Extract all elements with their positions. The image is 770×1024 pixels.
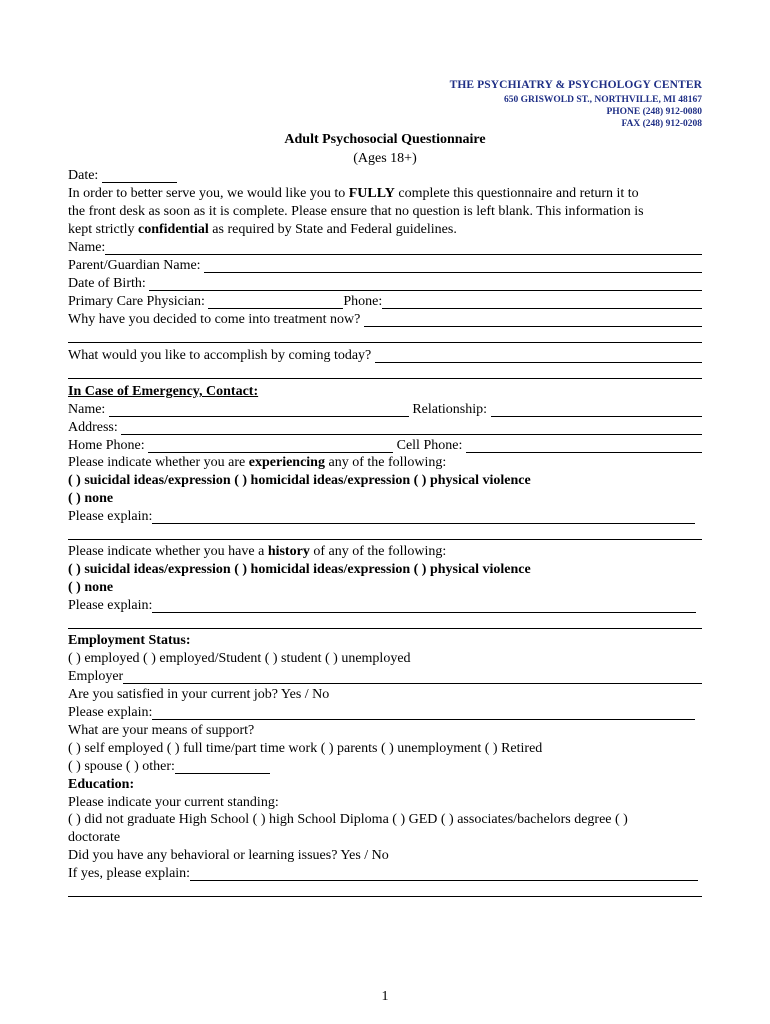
education-explain-row <box>68 865 698 883</box>
prompt-emphasis: history <box>267 544 310 559</box>
emergency-name-field[interactable] <box>109 402 409 417</box>
pcp-row <box>68 293 702 311</box>
accomplish-row <box>68 347 702 365</box>
name-field[interactable] <box>105 240 702 255</box>
education-explain-label: If yes, please explain: <box>68 866 191 881</box>
intro-emphasis: FULLY <box>348 186 395 201</box>
experiencing-prompt <box>68 454 702 472</box>
experiencing-options[interactable]: ( ) suicidal ideas/expression ( ) homicidal ideas/expression ( ) physical violence <box>68 473 531 488</box>
experiencing-explain-label: Please explain: <box>68 509 153 524</box>
intro-text: In order to better serve you, we would like you to <box>68 186 349 201</box>
emergency-address-label: Address: <box>68 420 122 435</box>
intro-text: the front desk as soon as it is complete. Please ensure that no question is left blank. This information is <box>68 204 644 219</box>
history-explain-label: Please explain: <box>68 598 153 613</box>
job-satisfied-question[interactable]: Are you satisfied in your current job? Yes / No <box>68 687 330 702</box>
date-row <box>68 167 702 185</box>
behavioral-row <box>68 847 702 865</box>
emergency-address-field[interactable] <box>121 420 702 435</box>
experiencing-none-option[interactable]: ( ) none <box>68 491 114 506</box>
intro-emphasis: confidential <box>138 222 209 237</box>
education-explain-field[interactable] <box>190 866 698 881</box>
support-options-2[interactable]: ( ) spouse ( ) other: <box>68 759 175 774</box>
education-options-2[interactable]: doctorate <box>68 830 121 845</box>
why-field[interactable] <box>364 312 702 327</box>
history-explain-field[interactable] <box>152 598 696 613</box>
home-phone-field[interactable] <box>148 438 393 453</box>
employment-heading: Employment Status: <box>68 633 191 648</box>
prompt-text: Please indicate whether you have a <box>68 544 268 559</box>
education-prompt-row <box>68 794 702 812</box>
guardian-row <box>68 257 702 275</box>
pcp-phone-label: Phone: <box>343 294 383 309</box>
intro-line-3 <box>68 221 702 239</box>
support-options[interactable]: ( ) self employed ( ) full time/part time work ( ) parents ( ) unemployment ( ) Retired <box>68 741 543 756</box>
history-none-row <box>68 579 702 597</box>
experiencing-options-row <box>68 472 702 490</box>
history-none-option[interactable]: ( ) none <box>68 580 114 595</box>
guardian-field[interactable] <box>204 258 702 273</box>
accomplish-field-extra[interactable] <box>68 378 702 379</box>
why-label: Why have you decided to come into treatment now? <box>68 312 364 327</box>
intro-text: complete this questionnaire and return it to <box>394 186 639 201</box>
date-label: Date: <box>68 168 99 183</box>
intro-text: as required by State and Federal guidelines. <box>208 222 457 237</box>
form-subtitle: (Ages 18+) <box>353 151 417 166</box>
employment-options[interactable]: ( ) employed ( ) employed/Student ( ) student ( ) unemployed <box>68 651 411 666</box>
emergency-phone-row <box>68 437 702 455</box>
support-options-row <box>68 740 702 758</box>
org-phone: PHONE (248) 912-0080 <box>606 107 702 117</box>
home-phone-label: Home Phone: <box>68 438 149 453</box>
history-options-row <box>68 561 702 579</box>
org-address: 650 GRISWOLD ST., NORTHVILLE, MI 48167 <box>504 95 702 105</box>
history-explain-extra[interactable] <box>68 628 702 629</box>
job-satisfied-row <box>68 686 702 704</box>
relationship-label: Relationship: <box>408 402 491 417</box>
employer-field[interactable] <box>123 669 702 684</box>
support-question: What are your means of support? <box>68 723 255 738</box>
org-name: THE PSYCHIATRY & PSYCHOLOGY CENTER <box>449 79 702 91</box>
experiencing-explain-row <box>68 508 695 526</box>
employment-heading-row <box>68 632 702 650</box>
education-heading-row <box>68 776 702 794</box>
intro-line-1 <box>68 185 702 203</box>
dob-label: Date of Birth: <box>68 276 150 291</box>
why-row <box>68 311 702 329</box>
prompt-emphasis: experiencing <box>248 455 325 470</box>
support-other-field[interactable] <box>175 759 270 774</box>
guardian-label: Parent/Guardian Name: <box>68 258 205 273</box>
emergency-heading: In Case of Emergency, Contact: <box>68 384 259 399</box>
accomplish-label: What would you like to accomplish by coming today? <box>68 348 375 363</box>
employment-explain-label: Please explain: <box>68 705 153 720</box>
emergency-heading-row <box>68 383 702 401</box>
education-options[interactable]: ( ) did not graduate High School ( ) high School Diploma ( ) GED ( ) associates/bachelors degree ( ) <box>68 812 628 827</box>
pcp-label: Primary Care Physician: <box>68 294 209 309</box>
employment-options-row <box>68 650 702 668</box>
org-fax: FAX (248) 912-0208 <box>621 119 702 129</box>
pcp-phone-field[interactable] <box>382 294 702 309</box>
prompt-text: Please indicate whether you are <box>68 455 249 470</box>
education-prompt: Please indicate your current standing: <box>68 795 279 810</box>
intro-line-2 <box>68 203 702 221</box>
support-question-row <box>68 722 702 740</box>
behavioral-question[interactable]: Did you have any behavioral or learning issues? Yes / No <box>68 848 389 863</box>
experiencing-explain-extra[interactable] <box>68 539 702 540</box>
support-options2-row <box>68 758 702 776</box>
experiencing-explain-field[interactable] <box>152 509 695 524</box>
why-field-extra[interactable] <box>68 342 702 343</box>
education-options-row <box>68 811 702 829</box>
employment-explain-field[interactable] <box>152 705 695 720</box>
relationship-field[interactable] <box>491 402 703 417</box>
dob-field[interactable] <box>149 276 702 291</box>
name-label: Name: <box>68 240 106 255</box>
history-explain-row <box>68 597 696 615</box>
date-field[interactable] <box>102 168 177 183</box>
page-number: 1 <box>381 989 389 1004</box>
employment-explain-row <box>68 704 695 722</box>
accomplish-field[interactable] <box>375 348 702 363</box>
employer-row <box>68 668 702 686</box>
dob-row <box>68 275 702 293</box>
education-options2-row <box>68 829 702 847</box>
cell-phone-field[interactable] <box>466 438 702 453</box>
name-row <box>68 239 702 257</box>
history-options[interactable]: ( ) suicidal ideas/expression ( ) homicidal ideas/expression ( ) physical violence <box>68 562 531 577</box>
prompt-text: of any of the following: <box>309 544 447 559</box>
experiencing-none-row <box>68 490 702 508</box>
form-title: Adult Psychosocial Questionnaire <box>284 132 486 147</box>
education-explain-extra[interactable] <box>68 896 702 897</box>
cell-phone-label: Cell Phone: <box>393 438 466 453</box>
pcp-field[interactable] <box>208 294 343 309</box>
emergency-address-row <box>68 419 702 437</box>
intro-text: kept strictly <box>68 222 138 237</box>
prompt-text: any of the following: <box>324 455 447 470</box>
employer-label: Employer <box>68 669 124 684</box>
history-prompt <box>68 543 702 561</box>
emergency-name-row <box>68 401 702 419</box>
emergency-name-label: Name: <box>68 402 109 417</box>
education-heading: Education: <box>68 777 135 792</box>
